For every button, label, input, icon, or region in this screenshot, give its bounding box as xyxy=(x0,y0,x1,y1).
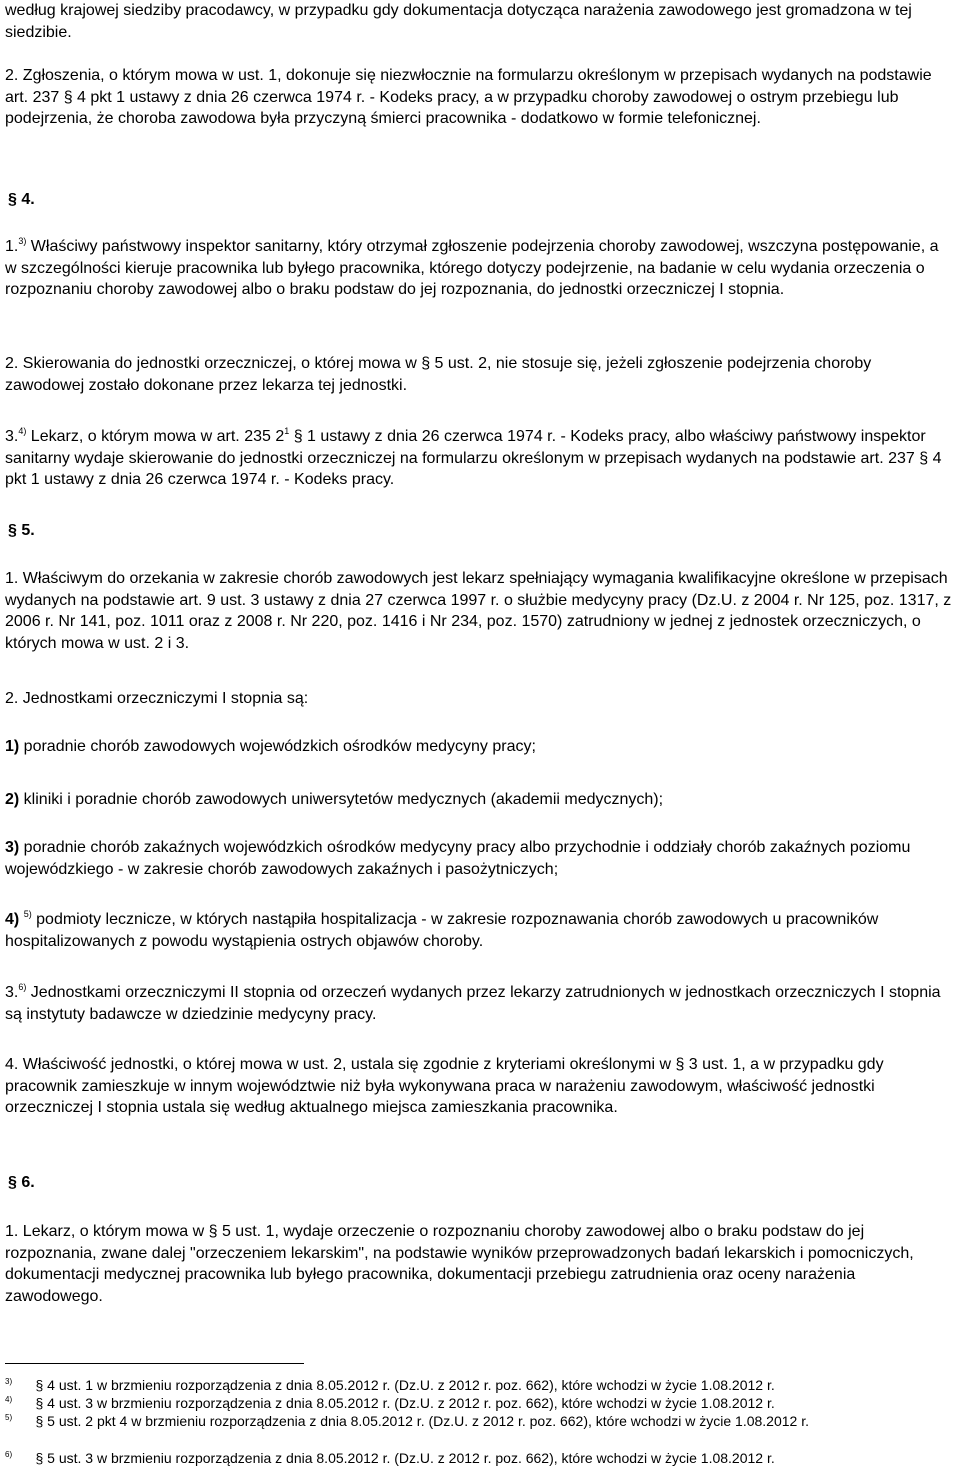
paragraph-number: 3. xyxy=(5,984,19,1001)
footnote-mark: 4) xyxy=(5,1395,13,1404)
footnote-6 xyxy=(5,1449,953,1467)
footnote-ref: 6) xyxy=(18,982,27,992)
list-item-text: poradnie chorób zawodowych wojewódzkich ośrodków medycyny pracy; xyxy=(19,738,536,755)
footnote-ref: 3) xyxy=(18,236,27,246)
paragraph-text: Lekarz, o którym mowa w art. 235 2 xyxy=(26,428,285,445)
footnote-mark: 3) xyxy=(5,1377,13,1386)
footnote-4 xyxy=(5,1394,953,1412)
list-item-3 xyxy=(5,837,953,880)
list-item-text: podmioty lecznicze, w których nastąpiła hospitalizacja - w zakresie rozpoznawania chorób zawodowych u pracowników hospitalizowanych z powodu wystąpienia ostrych objawów choroby. xyxy=(5,911,879,950)
list-item-number: 3) xyxy=(5,839,20,856)
paragraph-text: Jednostkami orzeczniczymi II stopnia od orzeczeń wydanych przez lekarzy zatrudnionych w jednostkach orzeczniczych I stopnia są instytuty badawcze w dziedzinie medycyny pracy. xyxy=(5,984,941,1023)
footnote-text: § 5 ust. 3 w brzmieniu rozporządzenia z dnia 8.05.2012 r. (Dz.U. z 2012 r. poz. 662), które wchodzi w życie 1.08.2012 r. xyxy=(35,1450,775,1466)
paragraph-3-2: 2. Zgłoszenia, o którym mowa w ust. 1, dokonuje się niezwłocznie na formularzu określonym w przepisach wydanych na podstawie art. 237 § 4 pkt 1 ustawy z dnia 26 czerwca 1974 r. - Kodeks pracy, a w przypadku choroby zawodowej o ostrym przebiegu lub podejrzenia, że choroba zawodowa była przyczyną śmierci pracownika - dodatkowo w formie telefonicznej. xyxy=(5,67,932,127)
footnote-separator xyxy=(5,1363,304,1364)
list-item-text: poradnie chorób zakaźnych wojewódzkich ośrodków medycyny pracy albo przychodnie i oddziały chorób zakaźnych poziomu wojewódzkiego - w zakresie chorób zawodowych zakaźnych i pasożytniczych; xyxy=(5,839,911,878)
footnote-3 xyxy=(5,1376,953,1394)
list-item-1 xyxy=(5,736,953,758)
paragraph-5-4: 4. Właściwość jednostki, o której mowa w ust. 2, ustala się zgodnie z kryteriami określonymi w § 3 ust. 1, a w przypadku gdy pracownik zamieszkuje w innym województwie niż była wykonywana praca w narażeniu zawodowym, właściwość jednostki orzeczniczej I stopnia ustala się według aktualnego miejsca zamieszkania pracownika. xyxy=(5,1056,884,1116)
list-item-text: kliniki i poradnie chorób zawodowych uniwersytetów medycznych (akademii medycznych); xyxy=(19,791,664,808)
list-item-number: 4) xyxy=(5,911,20,928)
paragraph-6-1: 1. Lekarz, o którym mowa w § 5 ust. 1, wydaje orzeczenie o rozpoznaniu choroby zawodowej albo o braku podstaw do jej rozpoznania, zwane dalej "orzeczeniem lekarskim", na podstawie wyników przeprowadzonych badań lekarskich i pomocniczych, dokumentacji medycznej pracownika lub byłego pracownika, dokumentacji przebiegu zatrudnienia oraz oceny narażenia zawodowego. xyxy=(5,1223,914,1305)
section-heading-6: § 6. xyxy=(8,1174,35,1191)
footnote-5 xyxy=(5,1412,953,1430)
section-heading-4: § 4. xyxy=(8,191,35,208)
footnote-text: § 4 ust. 3 w brzmieniu rozporządzenia z dnia 8.05.2012 r. (Dz.U. z 2012 r. poz. 662), które wchodzi w życie 1.08.2012 r. xyxy=(35,1395,775,1411)
footnote-mark: 5) xyxy=(5,1413,13,1422)
paragraph-5-3 xyxy=(5,982,953,1025)
footnote-mark: 6) xyxy=(5,1450,13,1459)
footnote-ref: 5) xyxy=(23,909,32,919)
list-item-2 xyxy=(5,789,953,811)
paragraph-5-2: 2. Jednostkami orzeczniczymi I stopnia są: xyxy=(5,690,309,707)
list-item-number: 1) xyxy=(5,738,20,755)
paragraph-4-1 xyxy=(5,236,953,301)
paragraph-text: Właściwy państwowy inspektor sanitarny, który otrzymał zgłoszenie podejrzenia choroby zawodowej, wszczyna postępowanie, a w szczególności kieruje pracownika lub byłego pracownika, którego dotyczy podejrzenie, na badanie w celu wydania orzeczenia o rozpoznaniu choroby zawodowej albo o braku podstaw do jej rozpoznania, do jednostki orzeczniczej I stopnia. xyxy=(5,238,939,298)
paragraph-4-2: 2. Skierowania do jednostki orzeczniczej, o której mowa w § 5 ust. 2, nie stosuje się, jeżeli zgłoszenie podejrzenia choroby zawodowej zostało dokonane przez lekarza tej jednostki. xyxy=(5,355,872,394)
paragraph-4-3 xyxy=(5,426,953,491)
paragraph-number: 1. xyxy=(5,238,19,255)
footnote-text: § 4 ust. 1 w brzmieniu rozporządzenia z dnia 8.05.2012 r. (Dz.U. z 2012 r. poz. 662), które wchodzi w życie 1.08.2012 r. xyxy=(35,1377,775,1393)
paragraph-number: 3. xyxy=(5,428,19,445)
list-item-number: 2) xyxy=(5,791,20,808)
footnote-ref: 4) xyxy=(18,426,27,436)
paragraph-continuation: według krajowej siedziby pracodawcy, w przypadku gdy dokumentacja dotycząca narażenia zawodowego jest gromadzona w tej siedzibie. xyxy=(5,2,912,41)
list-item-4 xyxy=(5,909,953,952)
paragraph-5-1: 1. Właściwym do orzekania w zakresie chorób zawodowych jest lekarz spełniający wymagania kwalifikacyjne określone w przepisach wydanych na podstawie art. 9 ust. 3 ustawy z dnia 27 czerwca 1997 r. o służbie medycyny pracy (Dz.U. z 2004 r. Nr 125, poz. 1317, z 2006 r. Nr 141, poz. 1011 oraz z 2008 r. Nr 220, poz. 1416 i Nr 234, poz. 1570) zatrudniony w jednej z jednostek orzeczniczych, o których mowa w ust. 2 i 3. xyxy=(5,570,952,652)
paragraph-text-cont: § 1 ustawy z dnia 26 czerwca 1974 r. - Kodeks pracy, albo właściwy państwowy inspektor sanitarny wydaje skierowanie do jednostki orzeczniczej na formularzu określonym w przepisach wydanych na podstawie art. 237 § 4 pkt 1 ustawy z dnia 26 czerwca 1974 r. - Kodeks pracy. xyxy=(5,428,942,488)
footnote-text: § 5 ust. 2 pkt 4 w brzmieniu rozporządzenia z dnia 8.05.2012 r. (Dz.U. z 2012 r. poz. 662), które wchodzi w życie 1.08.2012 r. xyxy=(35,1413,809,1429)
section-heading-5: § 5. xyxy=(8,522,35,539)
article-superscript: 1 xyxy=(284,426,290,436)
